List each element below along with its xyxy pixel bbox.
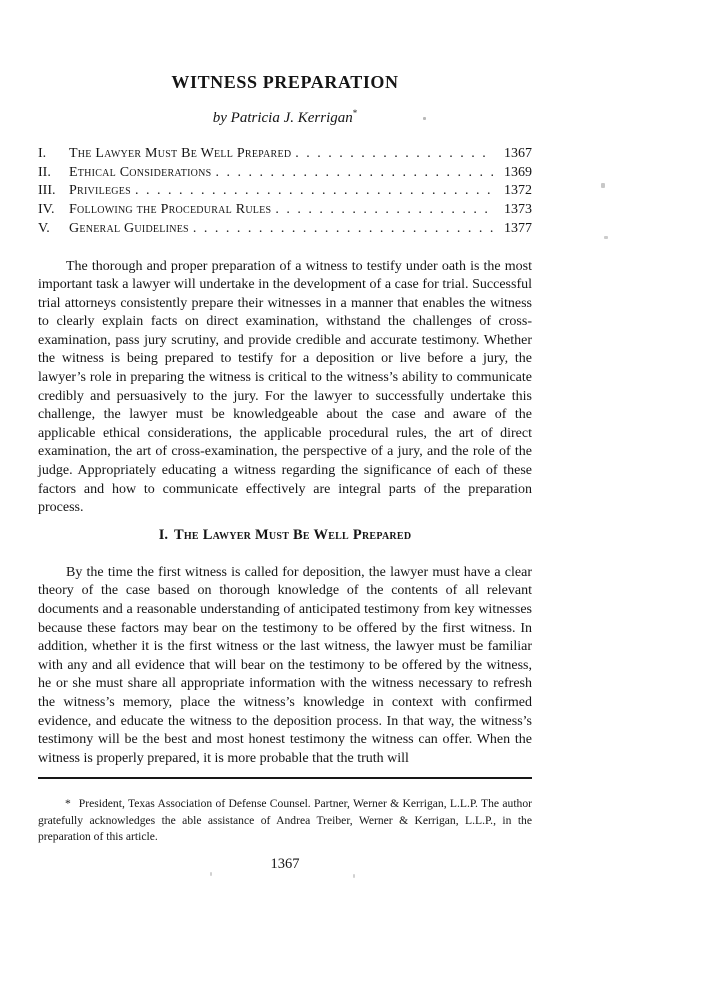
text-column xyxy=(38,0,532,873)
toc-entry xyxy=(38,164,532,183)
toc-entry-numeral: I. xyxy=(38,146,47,161)
byline-text: by Patricia J. Kerrigan xyxy=(212,110,353,126)
toc-entry xyxy=(38,201,532,220)
toc-entry-page: 1373 xyxy=(504,202,532,218)
toc-entry-label: Ethical Considerations xyxy=(69,164,212,180)
toc-leader-dots xyxy=(215,164,493,183)
toc-entry xyxy=(38,145,532,164)
toc-entry-numeral: V. xyxy=(38,220,50,236)
footnote-rule xyxy=(38,777,532,779)
toc-entry-label: General Guidelines xyxy=(69,220,189,236)
article-title: WITNESS PREPARATION xyxy=(171,72,399,92)
toc-entry-label: The Lawyer Must Be Well Prepared xyxy=(69,146,292,161)
scan-speck xyxy=(604,236,608,239)
toc-entry-page: 1367 xyxy=(504,146,532,161)
toc-entry xyxy=(38,182,532,201)
footnote-text: President, Texas Association of Defense Counsel. Partner, Werner & Kerrigan, L.L.P. The author gratefully acknowledges the able assistance of Andrea Treiber, Werner & Kerrigan, L.L.P., in the preparation of this article. xyxy=(38,797,532,844)
table-of-contents xyxy=(38,145,532,239)
toc-leader-dots xyxy=(135,182,493,201)
toc-leader-dots xyxy=(193,220,493,239)
section-paragraph: By the time the first witness is called for deposition, the lawyer must have a clear theory of the case based on thorough knowledge of the contents of all relevant documents and a reasonable understanding of anticipated testimony from key witnesses because these factors may bear on the testimony to be offered by the first witness. In addition, whether it is the first witness or the last witness, the lawyer must be familiar with any and all evidence that will bear on the testimony to be offered by the witness, he or she must share all appropriate information with the witness necessary to refresh the witness’s memory, place the witness’s knowledge in context with confirmed evidence, and educate the witness to the deposition process. In that way, the witness’s testimony will be the best and most honest testimony the witness can offer. When the witness is properly prepared, it is more probable that the truth will xyxy=(38,564,532,766)
toc-entry-label: Following the Procedural Rules xyxy=(69,202,272,218)
scan-speck xyxy=(423,117,426,120)
toc-entry-page: 1377 xyxy=(504,220,532,236)
section-heading-title: The Lawyer Must Be Well Prepared xyxy=(173,526,412,543)
toc-leader-dots xyxy=(275,201,493,220)
footnote-marker: * xyxy=(65,797,71,811)
scan-speck xyxy=(601,183,605,188)
intro-paragraph: The thorough and proper preparation of a witness to testify under oath is the most important task a lawyer will undertake in the development of a case for trial. Successful trial attorneys consistently prepare their witnesses in a manner that enables the witness to clearly explain facts on direct examination, withstand the challenges of cross-examination, pass jury scrutiny, and provide credible and accurate testimony. Whether the witness is being prepared to testify for a deposition or live before a jury, the lawyer’s role in preparing the witness is critical to the witness’s ability to communicate credibly and persuasively to the jury. For the lawyer to successfully undertake this challenge, the lawyer must be knowledgeable about the case and aware of the applicable ethical considerations, the applicable procedural rules, the art of direct examination, the art of cross-examination, the perspective of a jury, and the role of the judge. Appropriately educating a witness regarding the significance of each of these factors and how to communicate effectively are integral parts of the preparation process. xyxy=(38,258,532,516)
byline xyxy=(38,110,532,127)
toc-leader-dots xyxy=(295,145,493,164)
toc-entry-label: Privileges xyxy=(69,183,131,199)
byline-note-marker: * xyxy=(352,108,358,118)
toc-entry-page: 1372 xyxy=(504,183,532,199)
scan-speck xyxy=(210,872,212,876)
section-heading xyxy=(38,527,532,544)
toc-entry-numeral: IV. xyxy=(38,202,55,218)
footnote xyxy=(38,796,532,845)
section-heading-numeral: I. xyxy=(158,526,168,543)
toc-entry-page: 1369 xyxy=(504,164,532,180)
scan-speck xyxy=(353,874,355,878)
toc-entry-numeral: III. xyxy=(38,183,56,199)
toc-entry-numeral: II. xyxy=(38,164,51,180)
page-number: 1367 xyxy=(270,855,300,872)
toc-entry xyxy=(38,220,532,239)
